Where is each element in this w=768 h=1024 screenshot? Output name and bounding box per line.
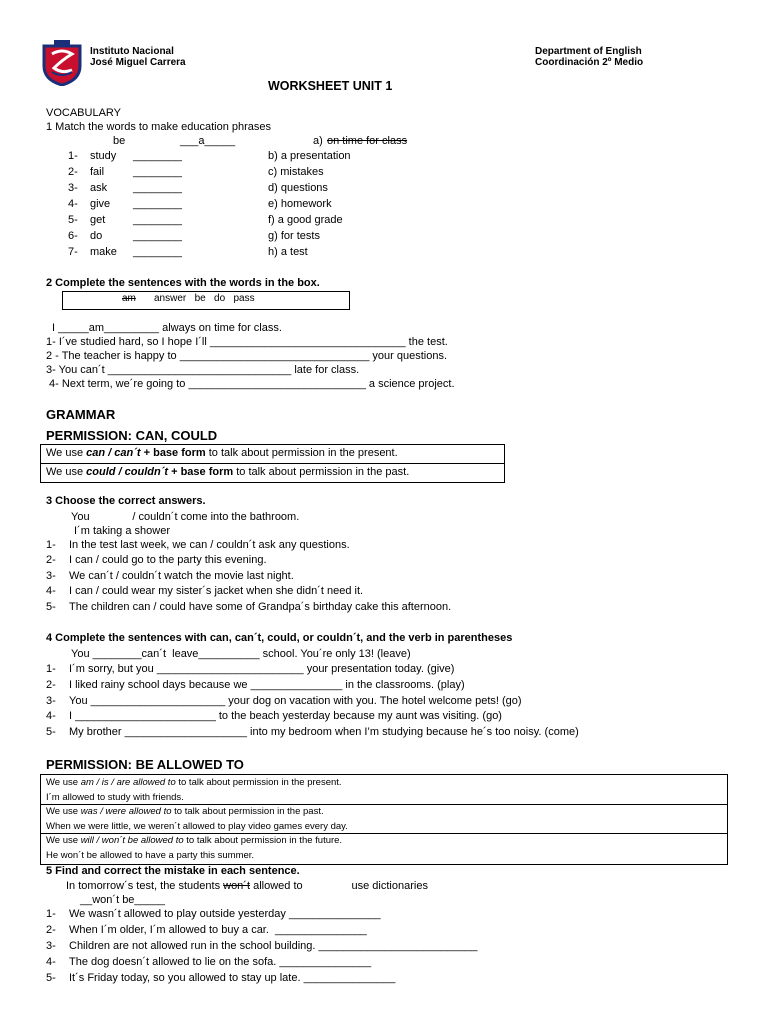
rule-text: We use [46, 806, 81, 817]
list-item-num: 1- [46, 539, 56, 551]
list-item-word: ask [90, 182, 108, 194]
list-item-num: 1- [68, 150, 78, 162]
table-divider [41, 463, 504, 464]
list-item: In the test last week, we can / couldn´t ask any questions. [69, 539, 350, 551]
list-item: 1- I´ve studied hard, so I hope I´ll ________________________________ the test. [46, 336, 448, 348]
list-item-blank[interactable]: ________ [133, 150, 182, 162]
can-could-subheading: PERMISSION: CAN, COULD [46, 428, 218, 443]
list-item-num: 1- [46, 908, 56, 920]
list-item-option: d) questions [268, 182, 328, 194]
list-item-option: b) a presentation [268, 150, 351, 162]
list-item: The children can / could have some of Grandpa´s birthday cake this afternoon. [69, 601, 452, 613]
rule-example-future: He won´t be allowed to have a party this summer. [46, 850, 255, 861]
list-item-option: e) homework [268, 198, 332, 210]
list-item-blank[interactable]: ________ [133, 230, 182, 242]
exercise4-instruction: 4 Complete the sentences with can, can´t, could, or couldn´t, and the verb in parentheses [46, 632, 513, 644]
list-item-num: 5- [46, 726, 56, 738]
rule-modal: was / were allowed to [80, 806, 172, 817]
rule-modal: will / won´t be allowed to [80, 835, 184, 846]
list-item: Children are not allowed run in the school building. __________________________ [69, 940, 478, 952]
rule-row-past [46, 466, 409, 478]
list-item-blank[interactable]: ________ [133, 182, 182, 194]
list-item: We wasn´t allowed to play outside yesterday _______________ [69, 908, 381, 920]
rule-row-present [46, 447, 398, 459]
list-item-blank[interactable]: ________ [133, 214, 182, 226]
exercise4-example: You ________can´t leave__________ school. You´re only 13! (leave) [71, 648, 411, 660]
list-item-word: get [90, 214, 106, 226]
worksheet-title: WORKSHEET UNIT 1 [268, 79, 393, 93]
list-item-blank[interactable]: ________ [133, 198, 182, 210]
rule-row-future [46, 835, 342, 846]
list-item-num: 2- [46, 924, 56, 936]
list-item-num: 5- [68, 214, 78, 226]
rule-text: to talk about permission in the future. [183, 835, 343, 846]
list-item-num: 3- [46, 570, 56, 582]
exercise1-example-option-letter: a) [313, 135, 323, 147]
word-box-words: answer be do pass [154, 293, 255, 304]
list-item-option: h) a test [268, 246, 308, 258]
rule-example-present: I´m allowed to study with friends. [46, 792, 184, 803]
list-item: I _______________________ to the beach yesterday because my aunt was visiting. (go) [69, 710, 502, 722]
list-item: When I´m older, I´m allowed to buy a car. _______________ [69, 924, 367, 936]
rule-text: We use [46, 447, 87, 459]
example-struck-word: won´t [223, 880, 251, 892]
exercise5-instruction: 5 Find and correct the mistake in each sentence. [46, 865, 300, 877]
rule-text: to talk about permission in the present. [205, 447, 398, 459]
list-item: I liked rainy school days because we _______________ in the classrooms. (play) [69, 679, 465, 691]
list-item: I can / could go to the party this evening. [69, 554, 267, 566]
exercise1-example-option-text: on time for class [327, 135, 408, 147]
list-item-num: 4- [68, 198, 78, 210]
rule-base-form: + base form [168, 466, 234, 478]
vocabulary-heading: VOCABULARY [46, 107, 121, 119]
list-item-option: f) a good grade [268, 214, 343, 226]
list-item: I´m sorry, but you ________________________ your presentation today. (give) [69, 663, 455, 675]
list-item-num: 7- [68, 246, 78, 258]
list-item: 2 - The teacher is happy to _______________________________ your questions. [46, 350, 448, 362]
exercise1-instruction: 1 Match the words to make education phrases [46, 121, 272, 133]
list-item-word: make [90, 246, 117, 258]
list-item: It´s Friday today, so you allowed to stay up late. _______________ [69, 972, 396, 984]
exercise3-instruction: 3 Choose the correct answers. [46, 495, 206, 507]
exercise3-example-line2: I´m taking a shower [74, 525, 170, 537]
list-item-word: study [90, 150, 117, 162]
exercise2-example: I _____am_________ always on time for class. [52, 322, 282, 334]
list-item-num: 4- [46, 585, 56, 597]
exercise5-example-answer: __won´t be_____ [80, 894, 166, 906]
list-item: 4- Next term, we´re going to _____________________________ a science project. [46, 378, 455, 390]
list-item-num: 2- [46, 679, 56, 691]
list-item-num: 3- [46, 695, 56, 707]
exercise1-example-word: be [113, 135, 126, 147]
list-item-num: 3- [46, 940, 56, 952]
exercise1-example-answer: ___a_____ [180, 135, 236, 147]
exercise2-instruction: 2 Complete the sentences with the words in the box. [46, 277, 320, 289]
list-item-blank[interactable]: ________ [133, 166, 182, 178]
list-item: I can / could wear my sister´s jacket when she didn´t need it. [69, 585, 364, 597]
rule-row-past [46, 806, 324, 817]
rule-row-present [46, 777, 342, 788]
rule-modal: am / is / are allowed to [80, 777, 176, 788]
list-item-word: fail [90, 166, 105, 178]
school-crest-logo [40, 40, 84, 86]
list-item-blank[interactable]: ________ [133, 246, 182, 258]
list-item-option: g) for tests [268, 230, 320, 242]
exercise5-example [66, 880, 428, 892]
list-item-num: 6- [68, 230, 78, 242]
coordination-name: Coordinación 2º Medio [535, 57, 644, 68]
table-divider [41, 833, 727, 834]
list-item-num: 5- [46, 601, 56, 613]
list-item-num: 5- [46, 972, 56, 984]
exercise3-example-line1: You / couldn´t come into the bathroom. [71, 511, 300, 523]
school-name-line2: José Miguel Carrera [90, 57, 186, 68]
rule-text: to talk about permission in the present. [175, 777, 342, 788]
school-name-line1: Instituto Nacional [90, 46, 174, 57]
list-item: We can´t / couldn´t watch the movie last night. [69, 570, 294, 582]
example-text: allowed to use dictionaries [250, 880, 428, 892]
department-name: Department of English [535, 46, 642, 57]
rule-text: We use [46, 466, 87, 478]
list-item-num: 2- [68, 166, 78, 178]
rule-text: to talk about permission in the past. [233, 466, 410, 478]
list-item: My brother ____________________ into my bedroom when I’m studying because he´s too noisy. (come) [69, 726, 579, 738]
list-item: The dog doesn´t allowed to lie on the sofa. _______________ [69, 956, 372, 968]
grammar-heading: GRAMMAR [46, 407, 116, 422]
word-box-struck-word: am [122, 293, 136, 304]
list-item-num: 4- [46, 710, 56, 722]
rule-modal: could / couldn´t [86, 466, 169, 478]
list-item: 3- You can´t ______________________________ late for class. [46, 364, 360, 376]
list-item-word: do [90, 230, 103, 242]
list-item-num: 2- [46, 554, 56, 566]
example-text: In tomorrow´s test, the students [66, 880, 224, 892]
rule-text: We use [46, 835, 81, 846]
list-item-num: 1- [46, 663, 56, 675]
rule-modal: can / can´t [86, 447, 141, 459]
be-allowed-to-heading: PERMISSION: BE ALLOWED TO [46, 757, 244, 772]
rule-base-form: + base form [140, 447, 206, 459]
rule-text: to talk about permission in the past. [171, 806, 324, 817]
rule-text: We use [46, 777, 81, 788]
table-divider [41, 804, 727, 805]
list-item: You ______________________ your dog on vacation with you. The hotel welcome pets! (go) [69, 695, 522, 707]
rule-example-past: When we were little, we weren´t allowed to play video games every day. [46, 821, 348, 832]
list-item-num: 4- [46, 956, 56, 968]
list-item-option: c) mistakes [268, 166, 324, 178]
list-item-num: 3- [68, 182, 78, 194]
list-item-word: give [90, 198, 111, 210]
